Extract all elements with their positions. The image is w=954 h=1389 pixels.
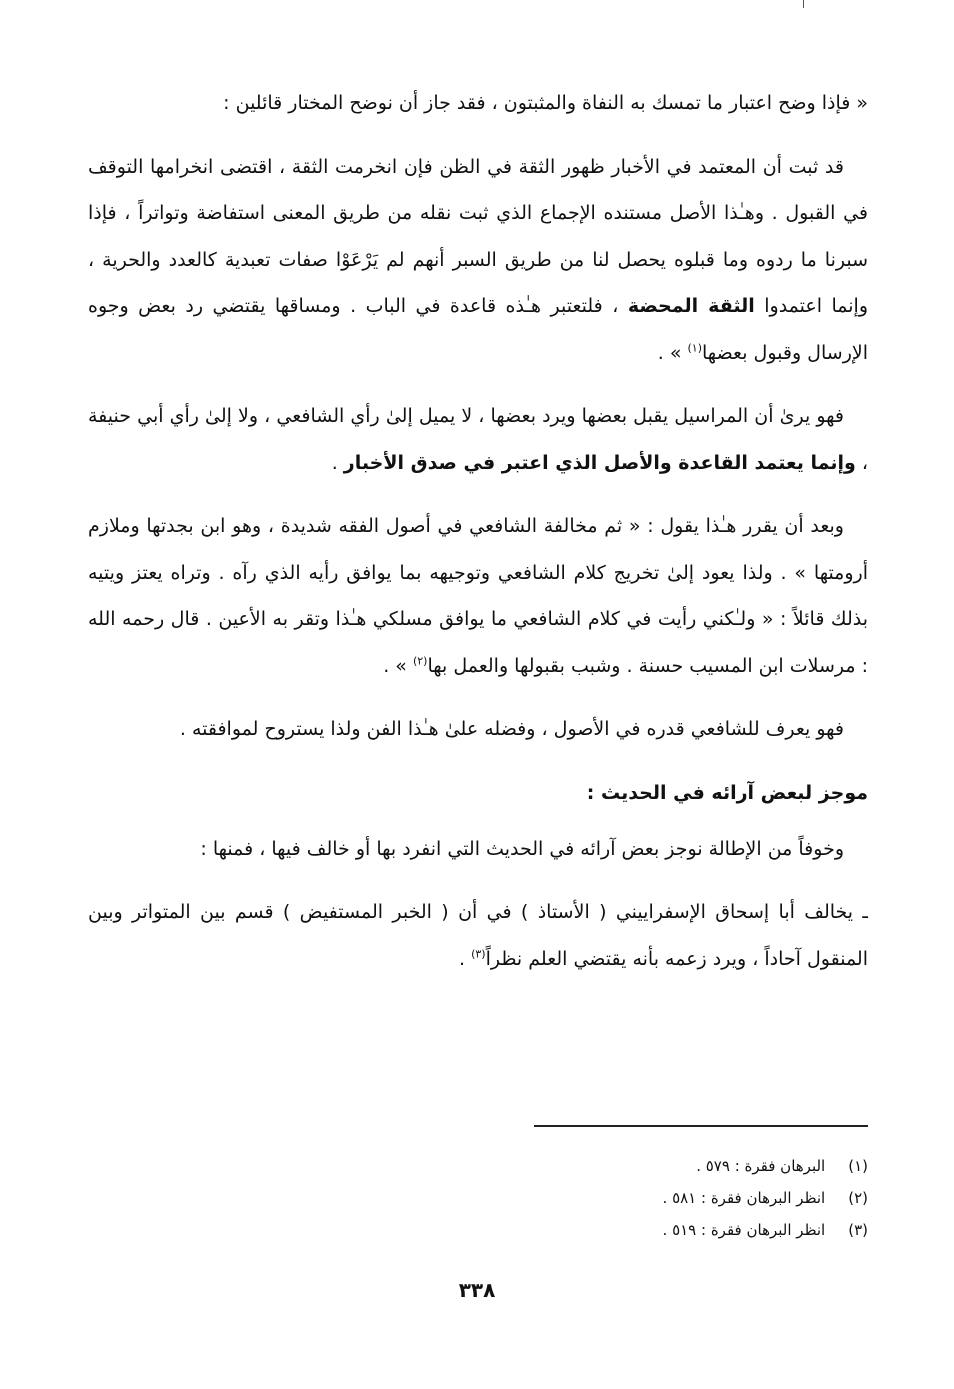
footnote-divider <box>534 1125 868 1127</box>
footnote-text: انظر البرهان فقرة : ٥١٩ . <box>662 1221 826 1239</box>
main-text <box>88 80 868 999</box>
section-heading: موجز لبعض آرائه في الحديث : <box>586 781 868 804</box>
shafii-paragraph <box>88 503 868 689</box>
footnote-item <box>308 1150 868 1182</box>
opinion-text-2: . <box>331 451 344 474</box>
list-item-text-1: ـ يخالف أبا إسحاق الإسفراييني ( الأستاذ ) في أن ( الخبر المستفيض ) قسم بين المتواتر وبين المنقول آحاداً ، ويرد زعمه بأنه يقتضي العلم نظراً <box>88 901 868 970</box>
quote-body-paragraph <box>88 144 868 377</box>
respect-text: فهو يعرف للشافعي قدره في الأصول ، وفضله علىٰ هـٰذا الفن ولذا يستروح لموافقته . <box>179 718 844 740</box>
respect-paragraph <box>88 706 868 753</box>
footnote-item <box>308 1182 868 1214</box>
shafii-text-2: » . <box>383 654 413 677</box>
footnote-text: انظر البرهان فقرة : ٥٨١ . <box>662 1189 826 1207</box>
opinion-bold: وإنما يعتمد القاعدة والأصل الذي اعتبر في صدق الأخبار <box>343 451 856 474</box>
list-item-paragraph <box>88 889 868 982</box>
quote-body-text-1: قد ثبت أن المعتمد في الأخبار ظهور الثقة في الظن فإن انخرمت الثقة ، اقتضى انخرامها التوقف في القبول . وهـٰذا الأصل مستنده الإجماع الذي ثبت نقله من طريق المعنى استفاضة وتواتراً ، فإذا سبرنا ما ردوه وما قبلوه يحصل لنا من طريق السبر أنهم لم يَرْعَوْا صفات تعبدية كالعدد والحرية ، وإنما اعتمدوا <box>88 155 868 317</box>
summary-intro-paragraph <box>88 826 868 873</box>
quote-body-text-3: » . <box>657 341 688 364</box>
footnote-ref-1[interactable]: (١) <box>687 341 703 355</box>
footnote-ref-2[interactable]: (٢) <box>412 654 428 668</box>
summary-intro-text: وخوفاً من الإطالة نوجز بعض آرائه في الحديث التي انفرد بها أو خالف فيها ، فمنها : <box>200 837 844 860</box>
shafii-text-1: وبعد أن يقرر هـٰذا يقول : « ثم مخالفة الشافعي في أصول الفقه شديدة ، وهو ابن بجدتها وملازم أرومتها » . ولذا يعود إلىٰ تخريج كلام الشافعي وتوجيهه بما يوافق رأيه الذي رآه . وتراه يعتز ويتيه بذلك قائلاً : « ولـٰكني رأيت في كلام الشافعي ما يوافق مسلكي هـٰذا وتقر به الأعين . قال رحمه الله : مرسلات ابن المسيب حسنة . وشبب بقبولها والعمل بها <box>88 515 868 677</box>
footnote-number: (١) <box>848 1157 868 1175</box>
opinion-text-1: فهو يرىٰ أن المراسيل يقبل بعضها ويرد بعضها ، لا يميل إلىٰ رأي الشافعي ، ولا إلىٰ رأي أبي حنيفة ، <box>88 405 868 474</box>
footnotes <box>308 1150 868 1246</box>
quote-body-text-2: ، فلتعتبر هـٰذه قاعدة في الباب . ومساقها يقتضي رد بعض وجوه الإرسال وقبول بعضها <box>88 295 868 364</box>
quote-intro-text: « فإذا وضح اعتبار ما تمسك به النفاة والمثبتون ، فقد جاز أن نوضح المختار قائلين : <box>223 92 868 114</box>
opinion-paragraph <box>88 393 868 486</box>
footnote-number: (٢) <box>848 1189 868 1207</box>
footnote-text: البرهان فقرة : ٥٧٩ . <box>696 1157 826 1175</box>
footnote-item <box>308 1214 868 1246</box>
quote-intro-paragraph <box>88 80 868 127</box>
footnote-ref-3[interactable]: (٣) <box>471 947 486 961</box>
footnote-number: (٣) <box>848 1221 868 1239</box>
scan-mark <box>803 0 804 8</box>
list-item-text-2: . <box>458 947 472 970</box>
quote-body-bold: الثقة المحضة <box>627 295 755 317</box>
page-number: ٣٣٨ <box>458 1278 496 1302</box>
